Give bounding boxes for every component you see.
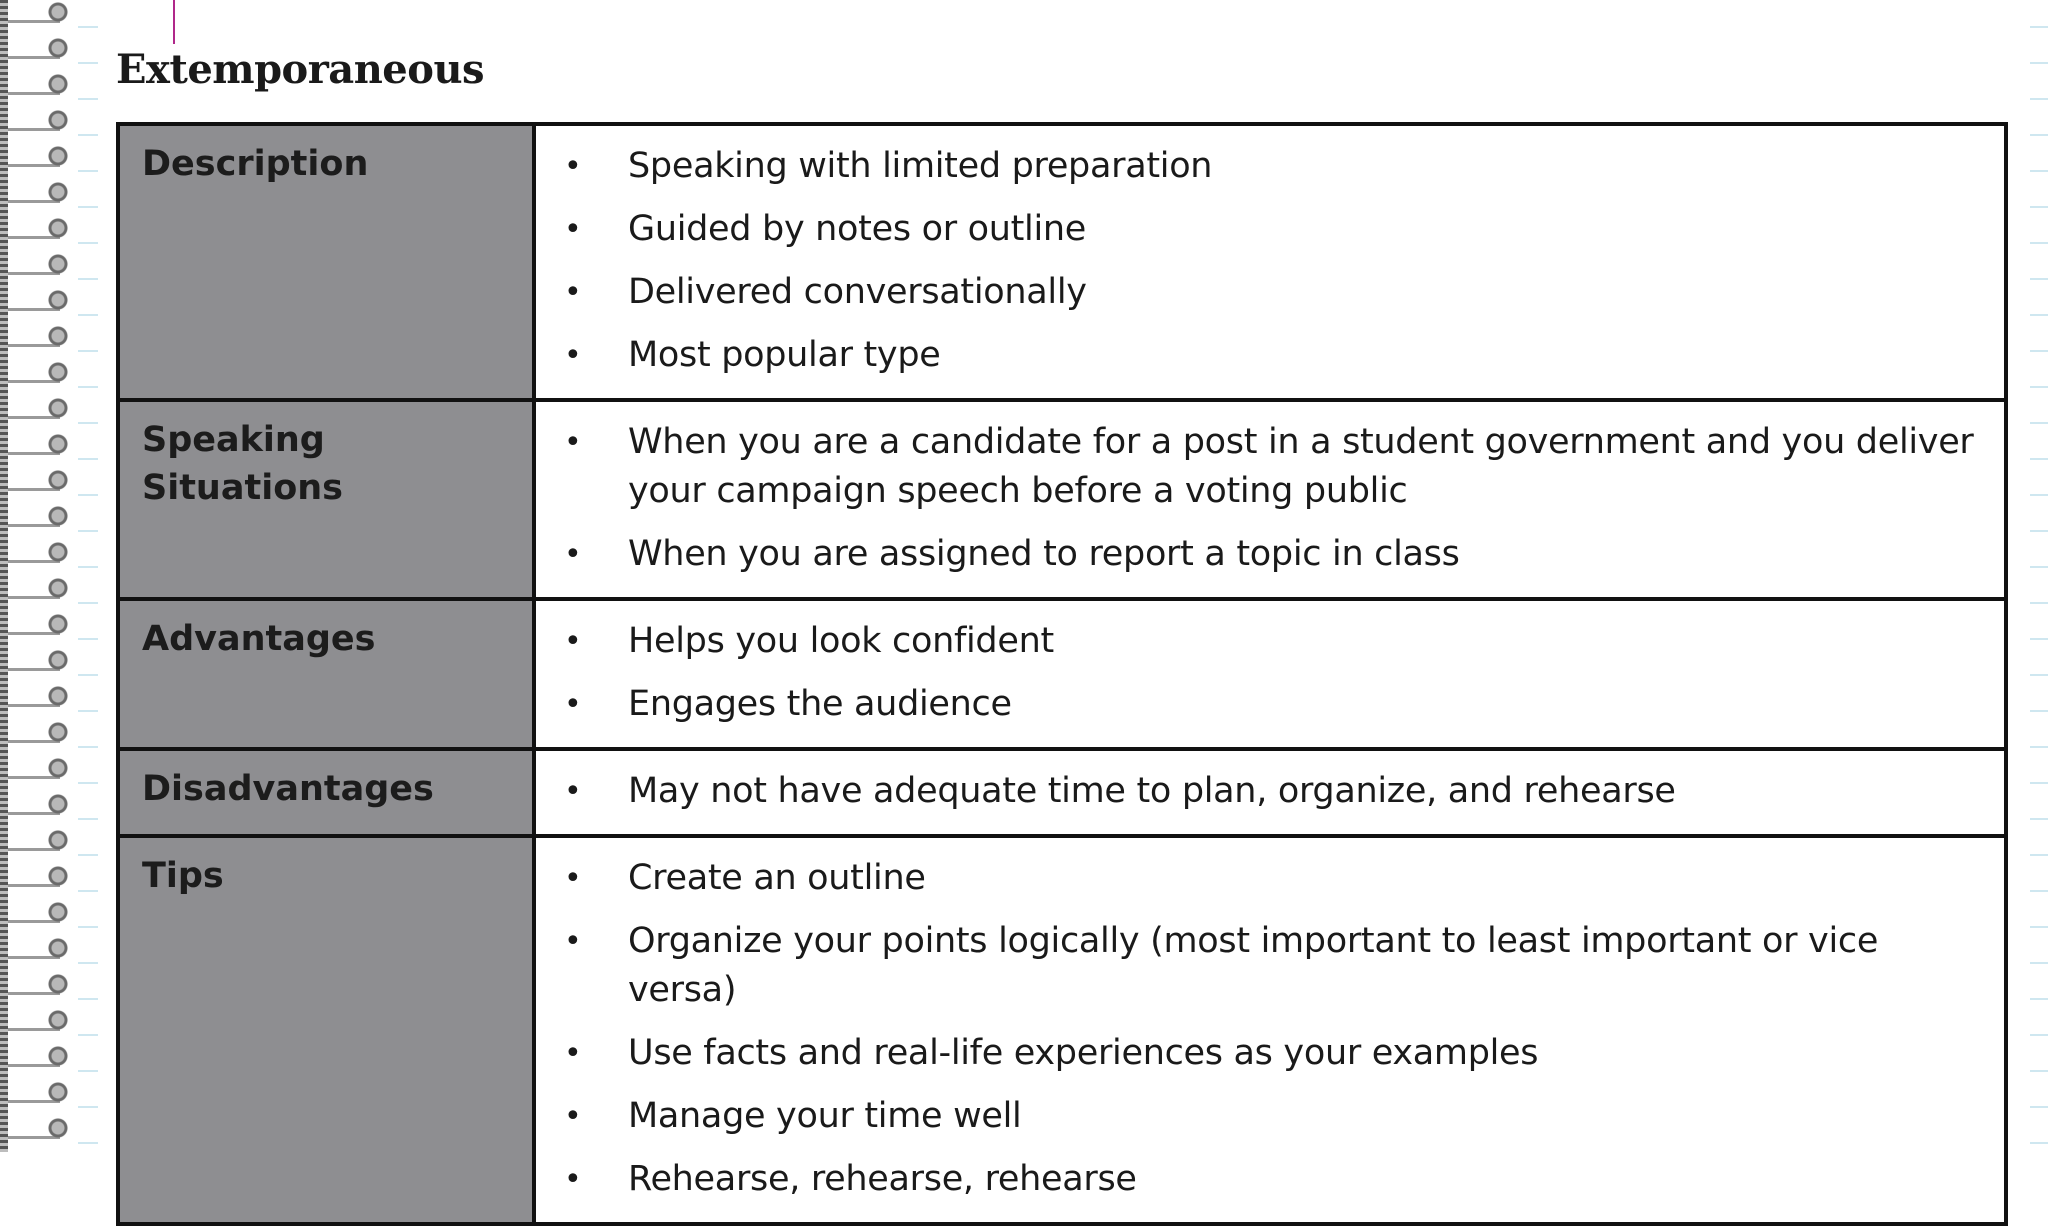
table-row-speaking-situations [118,400,2006,599]
row-content-speaking-situations [534,400,2006,599]
bullet-icon: • [564,624,582,659]
list-item-text: Use facts and real-life experiences as your examples [628,1033,1539,1073]
list-item-text: When you are a candidate for a post in a student government and you deliver your campaign speech before a voting public [628,422,1974,511]
table-row-description [118,124,2006,400]
list-item-text: Guided by notes or outline [628,209,1087,249]
binding-edge [0,0,8,1152]
info-table [116,122,2008,1226]
row-content-description [534,124,2006,400]
ruled-margin-dashes [78,0,98,1152]
bullet-icon: • [564,149,582,184]
list-item [556,331,1986,380]
list-item [556,268,1986,317]
bullet-icon: • [564,1036,582,1071]
list-item [556,617,1986,666]
bullet-icon: • [564,861,582,896]
list-item-text: Organize your points logically (most important to least important or vice versa) [628,921,1879,1010]
list-item [556,917,1986,1015]
list-item-text: Create an outline [628,858,926,898]
row-label-speaking-situations: Speaking Situations [118,400,534,599]
list-item-text: When you are assigned to report a topic in class [628,534,1460,574]
list-item-text: Manage your time well [628,1096,1022,1136]
list-item [556,1092,1986,1141]
right-ruled-dashes [2030,0,2048,1152]
list-item-text: Speaking with limited preparation [628,146,1213,186]
list-item-text: Delivered conversationally [628,272,1087,312]
list-item-text: May not have adequate time to plan, organize, and rehearse [628,771,1676,811]
text-cursor-mark [173,0,175,44]
table-row-disadvantages [118,749,2006,836]
list-item [556,1029,1986,1078]
bullet-icon: • [564,924,582,959]
list-item [556,854,1986,903]
row-content-disadvantages [534,749,2006,836]
page-title: Extemporaneous [116,46,485,93]
list-item [556,767,1986,816]
bullet-icon: • [564,537,582,572]
list-item [556,680,1986,729]
row-label-tips: Tips [118,836,534,1224]
list-item-text: Most popular type [628,335,941,375]
row-content-tips [534,836,2006,1224]
list-item [556,142,1986,191]
bullet-icon: • [564,1099,582,1134]
table-row-advantages [118,599,2006,749]
bullet-icon: • [564,687,582,722]
row-label-description: Description [118,124,534,400]
row-label-disadvantages: Disadvantages [118,749,534,836]
list-item [556,1155,1986,1204]
list-item [556,418,1986,516]
row-label-advantages: Advantages [118,599,534,749]
table-row-tips [118,836,2006,1224]
list-item [556,205,1986,254]
bullet-icon: • [564,212,582,247]
bullet-icon: • [564,338,582,373]
bullet-icon: • [564,774,582,809]
list-item [556,530,1986,579]
list-item-text: Helps you look confident [628,621,1054,661]
list-item-text: Engages the audience [628,684,1012,724]
list-item-text: Rehearse, rehearse, rehearse [628,1159,1137,1199]
bullet-icon: • [564,425,582,460]
bullet-icon: • [564,1162,582,1197]
bullet-icon: • [564,275,582,310]
row-content-advantages [534,599,2006,749]
